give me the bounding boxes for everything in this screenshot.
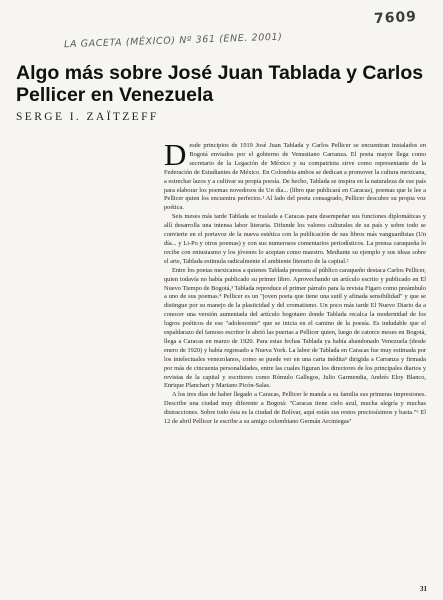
paragraph-2: Seis meses más tarde Tablada se traslada a Caracas para desempeñar sus funciones diplomáticas y allí desarrolla una intensa labor literaria. Difunde los valores culturales de su país y sobre todo se convierte en el portavoz de la nueva estética con la publicación de sus libros más vanguardistas (Un día... y Li-Po y otros poemas) y con sus numerosos comentarios periodísticos. La prensa caraqueña lo recibe con entusiasmo y los jóvenes lo aceptan como maestro. Mediante su ejemplo y sus ideas sobre el arte, Tablada estimula radicalmente el ambiente literario de la capital.² bbox=[164, 213, 426, 265]
article-title: Algo más sobre José Juan Tablada y Carlos Pellicer en Venezuela bbox=[16, 62, 424, 106]
drop-cap: D bbox=[164, 137, 187, 172]
paragraph-4: A los tres días de haber llegado a Caracas, Pellicer le manda a su familia sus primeras impresiones. Describe una ciudad muy diferente a Bogotá: "Caracas tiene cielo azul, mucha alegría y muchas distracciones. Sobre todo ésta es la ciudad de Bolívar, aquí están sus restos preciosísimos y basta."⁶ El 12 de abril Pellicer le escribe a su amigo colombiano Germán Arciniegas⁷ bbox=[164, 391, 426, 426]
article-body bbox=[164, 137, 426, 427]
handwritten-note: LA GACETA (MÉXICO) Nº 361 (ENE. 2001) bbox=[63, 31, 283, 51]
paragraph-1 bbox=[164, 137, 426, 213]
page-number: 31 bbox=[420, 585, 427, 593]
paragraph-3: Entre los poetas mexicanos a quienes Tablada presenta al público caraqueño destaca Carlos Pellicer, quien todavía no había publicado su primer libro. Aprovechando un artículo escrito y publicado en El Nuevo Tiempo de Bogotá,³ Tablada reproduce el primer párrafo para la revista Figaro como preámbulo a uno de sus poemas.⁴ Pellicer es un "joven poeta que tiene una sutil y afinada sensibilidad" y que se distingue por su manejo de la plasticidad y del cromatismo. Un poco más tarde El Nuevo Diario da a conocer una versión aumentada del artículo bogotano donde Tablada recalca la modernidad de los logros poéticos de ese "adolescente" que se inicia en el camino de la poesía. Es indudable que el espaldarazo del famoso escritor le abrió las puertas a Pellicer quien, luego de catorce meses en Bogotá, llega a Caracas en marzo de 1920. Para estas fechas Tablada ya había abandonado Venezuela (desde enero de 1920) y había regresado a Nueva York. La labor de Tablada en Caracas fue muy estimada por los intelectuales venezolanos, como se puede ver en una carta inédita⁵ dirigida a Carranza y firmada por más de cincuenta personalidades, entre las cuales figuran los directores de los principales diarios y revistas de la capital y escritores como Rómulo Gallegos, Julio Garmendia, Andrés Eloy Blanco, Enrique Planchart y Mariano Picón-Salas. bbox=[164, 266, 426, 390]
catalog-number: 7609 bbox=[373, 8, 418, 28]
paragraph-text: esde principios de 1919 José Juan Tablada y Carlos Pellicer se encuentran instalados en Bogotá enviados por el gobierno de Venustiano Carranza. El poeta mayor llega como secretario de la Legación de México y su compatriota sirve como representante de la Federación de Estudiantes de México. En Colombia ambos se dedican a promover la cultura mexicana, a estrechar lazos y a cultivar su propia poesía. De hecho, Tablada se inspira en la naturaleza de ese país para elaborar los poemas novedosos de Un día... (libro que publicará en Caracas), poemas que le lee a Pellicer quien los encuentra perfectos.¹ Al lado del poeta consagrado, Pellicer descubre su propia voz poética. bbox=[164, 142, 426, 212]
author-name: SERGE I. ZAÏTZEFF bbox=[16, 111, 159, 123]
